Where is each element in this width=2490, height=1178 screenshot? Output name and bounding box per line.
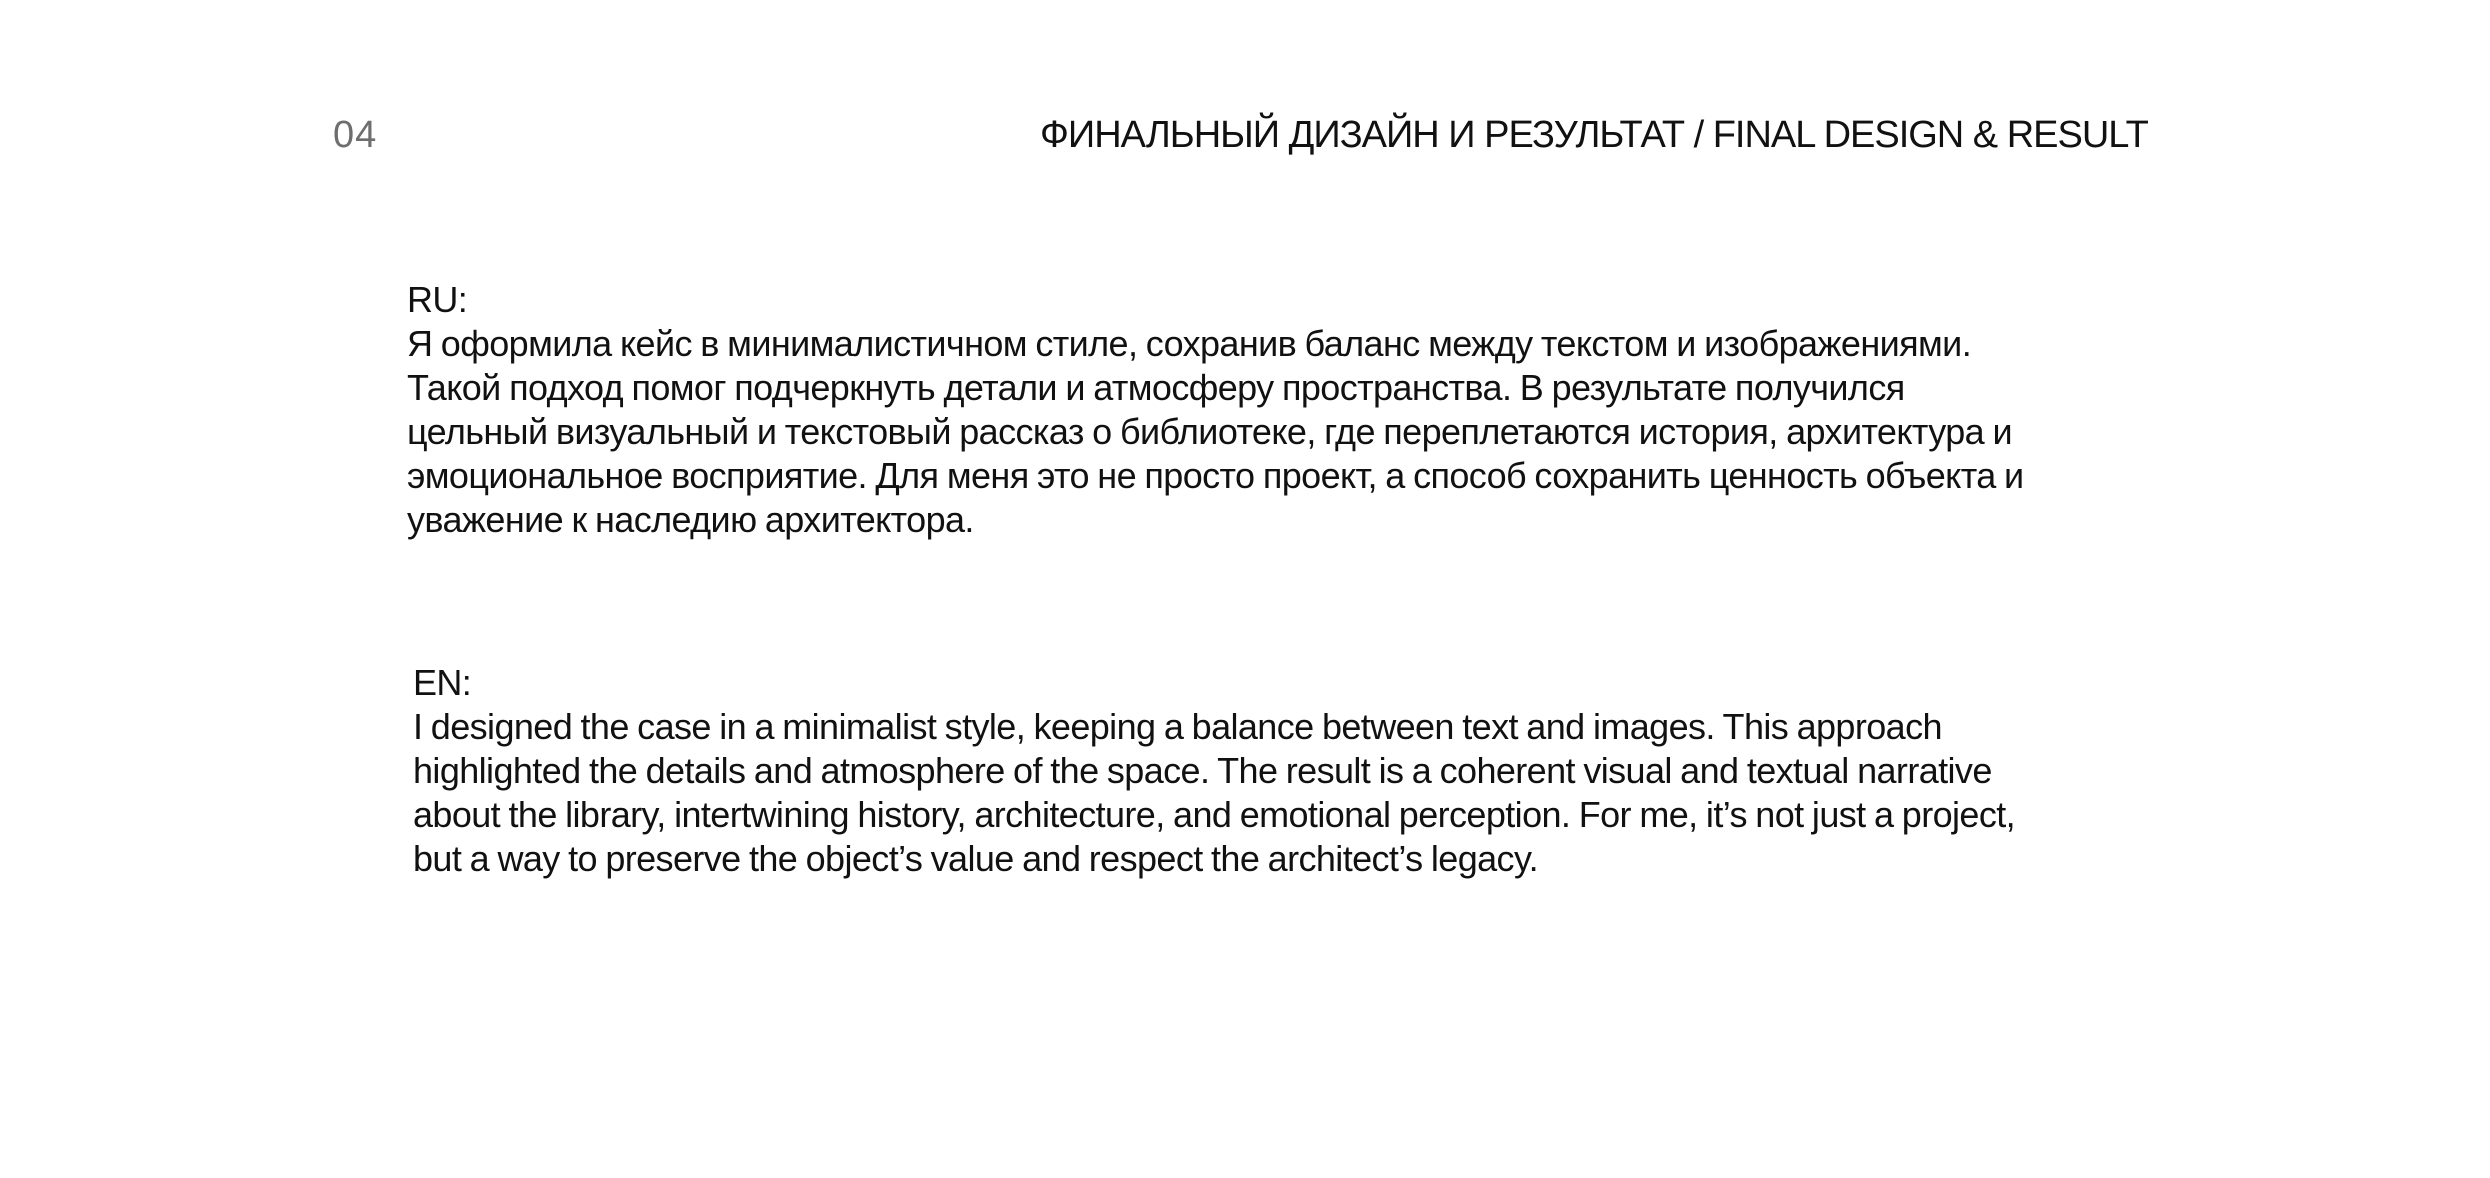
en-language-label: EN: xyxy=(413,662,472,703)
ru-paragraph-line: Такой подход помог подчеркнуть детали и атмосферу пространства. В результате получился xyxy=(407,367,1905,408)
ru-paragraph-line: цельный визуальный и текстовый рассказ о библиотеке, где переплетаются история, архитектура и xyxy=(407,411,2012,452)
ru-text-block xyxy=(407,278,2024,542)
en-paragraph-line: but a way to preserve the object’s value and respect the architect’s legacy. xyxy=(413,838,1539,879)
ru-paragraph-line: Я оформила кейс в минималистичном стиле, сохранив баланс между текстом и изображениями. xyxy=(407,323,1972,364)
section-title: ФИНАЛЬНЫЙ ДИЗАЙН И РЕЗУЛЬТАТ / FINAL DESIGN & RESULT xyxy=(1040,114,2148,156)
ru-language-label: RU: xyxy=(407,279,468,320)
en-paragraph-line: I designed the case in a minimalist style, keeping a balance between text and images. This approach xyxy=(413,706,1942,747)
ru-paragraph-line: уважение к наследию архитектора. xyxy=(407,499,974,540)
en-paragraph-line: about the library, intertwining history, architecture, and emotional perception. For me, it’s not just a project, xyxy=(413,794,2016,835)
en-text-block xyxy=(413,661,2015,881)
page-number: 04 xyxy=(333,114,378,156)
en-paragraph-line: highlighted the details and atmosphere of the space. The result is a coherent visual and textual narrative xyxy=(413,750,1992,791)
ru-paragraph-line: эмоциональное восприятие. Для меня это не просто проект, а способ сохранить ценность объекта и xyxy=(407,455,2024,496)
